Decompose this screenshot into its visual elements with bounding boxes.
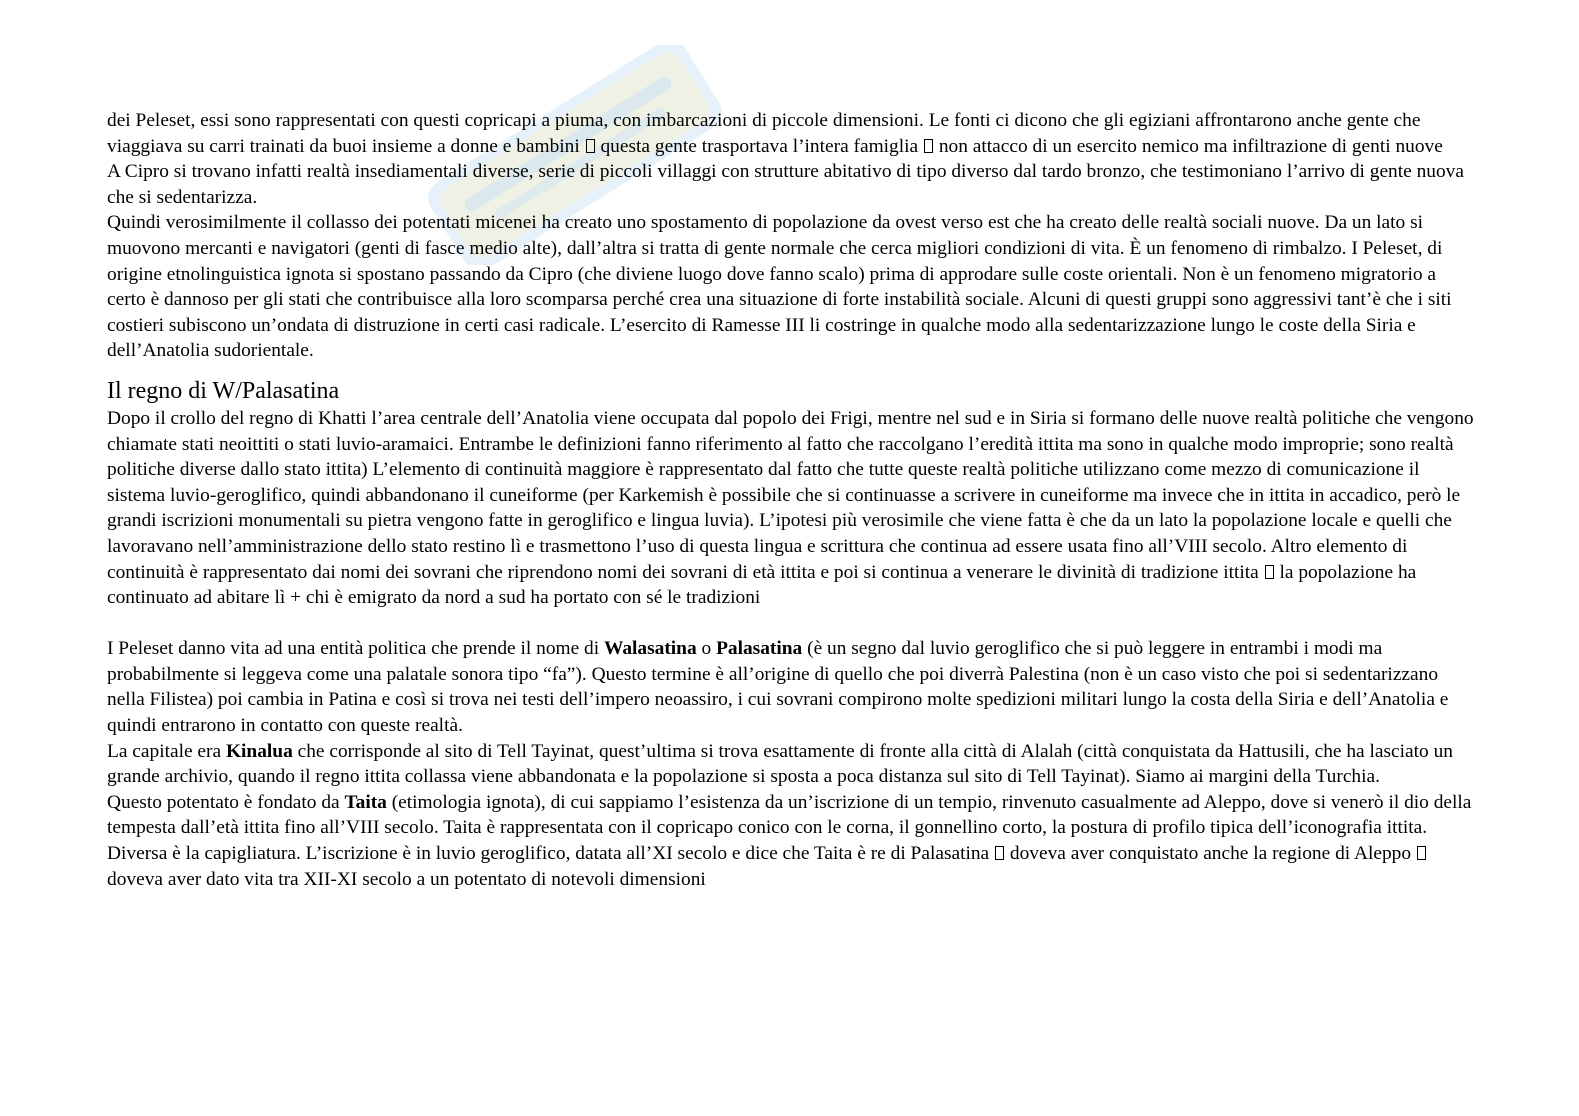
blank-line <box>107 611 1477 637</box>
text-run: che corrisponde al sito di Tell Tayinat, quest’ultima si trova esattamente di fronte alla città di Alalah (città conquistata da Hattusili, che ha lasciato un grande archivio, quando il regno ittita collassa viene abbandonata e la popolazione si sposta a poca distanza sul sito di Tell Tayinat). Siamo ai margini della Turchia. <box>107 740 1458 788</box>
term-walasatina: Walasatina <box>604 638 697 660</box>
text-run: doveva aver dato vita tra XII-XI secolo a un potentato di notevoli dimensioni <box>107 868 706 890</box>
section-heading: Il regno di W/Palasatina <box>107 377 340 404</box>
text-run: non attacco di un esercito nemico ma infiltrazione di genti nuove <box>938 135 1443 157</box>
paragraph-taita <box>107 790 1477 892</box>
paragraph-walasatina <box>107 636 1477 738</box>
paragraph-khatti <box>107 406 1477 611</box>
arrow-glyph-icon <box>924 139 933 153</box>
term-taita: Taita <box>344 791 387 813</box>
text-run: questa gente trasportava l’intera famiglia <box>600 135 919 157</box>
text-run: (è un segno dal luvio geroglifico che si può leggere in entrambi i modi ma probabilmente si leggeva come una palatale sonora tipo “fa”). Questo termine è all’origine di quello che poi diverrà Palestina (non è un caso visto che poi si sedentarizzano nella Filistea) poi cambia in Patina e così si trova nei testi dell’impero neoassiro, i cui sovrani compirono molte spedizioni militari lungo la costa della Siria e dell’Anatolia e quindi entrarono in contatto con queste realtà. <box>107 638 1454 737</box>
document-body <box>107 108 1477 892</box>
term-palasatina: Palasatina <box>716 638 803 660</box>
text-run: la popolazione ha continuato ad abitare lì + chi è emigrato da nord a sud ha portato con sé le tradizioni <box>107 561 1422 609</box>
text-run: Dopo il crollo del regno di Khatti l’area centrale dell’Anatolia viene occupata dal popolo dei Frigi, mentre nel sud e in Siria si formano delle nuove realtà politiche che vengono chiamate stati neoittiti o stati luvio-aramaici. Entrambe le definizioni fanno riferimento al fatto che raccolgano l’eredità ittita ma sono in qualche modo improprie; sono realtà politiche diverse dallo stato ittita) L’elemento di continuità maggiore è rappresentato dal fatto che tutte queste realtà politiche utilizzano come mezzo di comunicazione il sistema luvio-geroglifico, quindi abbandonano il cuneiforme (per Karkemish è possibile che si continuasse a scrivere in cuneiforme ma invece che in ittita in accadico, però le grandi iscrizioni monumentali su pietra vengono fatte in geroglifico e lingua luvia). L’ipotesi più verosimile che viene fatta è che da un lato la popolazione locale e quelli che lavoravano nell’amministrazione dello stato restino lì e trasmettono l’uso di questa lingua e scrittura che continua ad essere usata fino all’VIII secolo. Altro elemento di continuità è rappresentato dai nomi dei sovrani che riprendono nomi dei sovrani di età ittita e poi si continua a venerare le divinità di tradizione ittita <box>107 407 1479 583</box>
paragraph-peleset-intro <box>107 108 1477 159</box>
text-run: dei Peleset, essi sono rappresentati con questi copricapi a piuma, con imbarcazioni di piccole dimensioni. Le fonti ci dicono che gli egiziani affrontarono anche gente che viaggiava su carri trainati da buoi insieme a donne e bambini <box>107 110 1426 157</box>
term-kinalua: Kinalua <box>225 740 293 762</box>
paragraph-collasso: Quindi verosimilmente il collasso dei potentati micenei ha creato uno spostamento di popolazione da ovest verso est che ha creato delle realtà sociali nuove. Da un lato si muovono mercanti e navigatori (genti di fasce medio alte), dall’altra si tratta di gente normale che cerca migliori condizioni di vita. È un fenomeno di rimbalzo. I Peleset, di origine etnolinguistica ignota si spostano passando da Cipro (che diviene luogo dove fanno scalo) prima di approdare sulle coste orientali. Non è un fenomeno migratorio a certo è dannoso per gli stati che contribuisce alla loro scomparsa perché crea una situazione di forte instabilità sociale. Alcuni di questi gruppi sono aggressivi tant’è che i siti costieri subiscono un’ondata di distruzione in certi casi radicale. L’esercito di Ramesse III li costringe in qualche modo alla sedentarizzazione lungo le coste della Siria e dell’Anatolia sudorientale. <box>107 212 1457 362</box>
text-run: I Peleset danno vita ad una entità politica che prende il nome di <box>107 638 604 660</box>
text-run: o <box>696 638 717 660</box>
paragraph-kinalua <box>107 739 1477 790</box>
text-run: (etimologia ignota), di cui sappiamo l’esistenza da un’iscrizione di un tempio, rinvenuto casualmente ad Aleppo, dove si venerò il dio della tempesta dall’età ittita fino all’VIII secolo. Taita è rappresentata con il copricapo conico con le corna, il gonnellino corto, la postura di profilo tipica dell’iconografia ittita. Diversa è la capigliatura. L’iscrizione è in luvio geroglifico, datata all’XI secolo e dice che Taita è re di Palasatina <box>107 791 1477 865</box>
text-run: La capitale era <box>107 740 226 762</box>
arrow-glyph-icon <box>1417 846 1426 860</box>
arrow-glyph-icon <box>586 139 595 153</box>
text-run: Questo potentato è fondato da <box>107 791 345 813</box>
arrow-glyph-icon <box>995 846 1004 860</box>
paragraph-cipro: A Cipro si trovano infatti realtà insediamentali diverse, serie di piccoli villaggi con strutture abitativo di tipo diverso dal tardo bronzo, che testimoniano l’arrivo di gente nuova che si sedentarizza. <box>107 161 1469 208</box>
arrow-glyph-icon <box>1265 565 1274 579</box>
text-run: doveva aver conquistato anche la regione di Aleppo <box>1009 843 1412 865</box>
